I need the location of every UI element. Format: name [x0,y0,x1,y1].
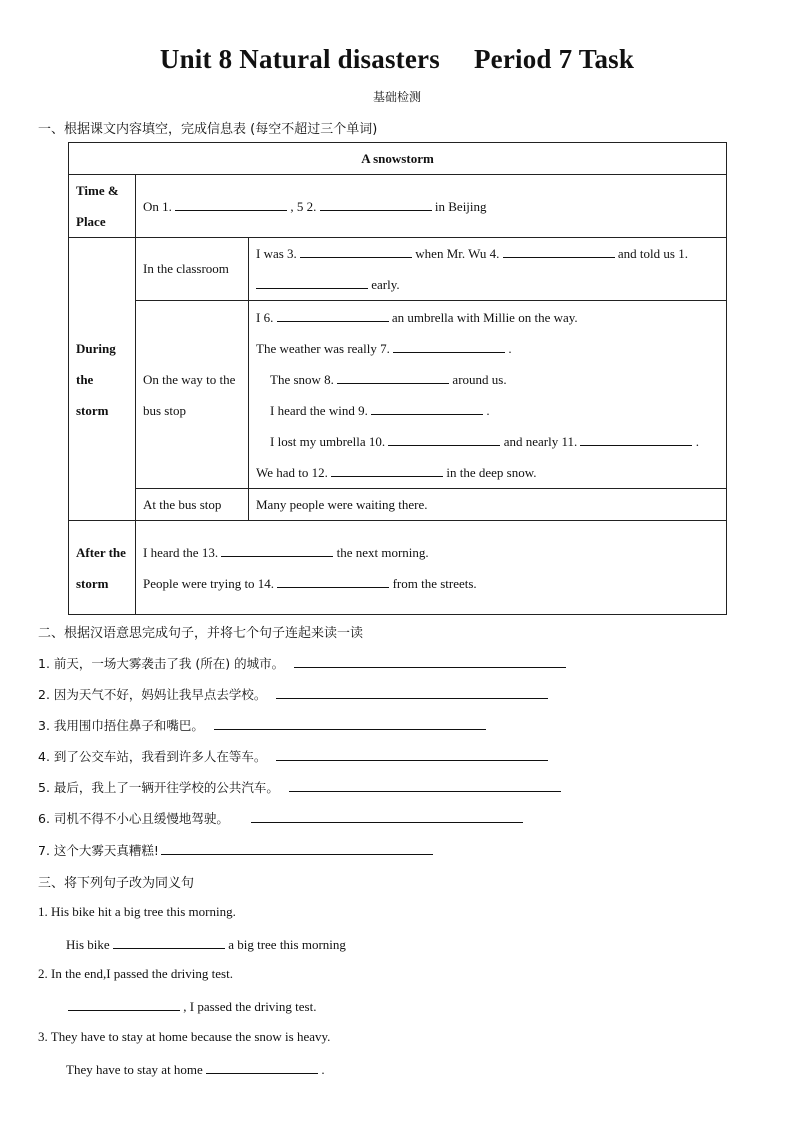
after-line: I heard the 13. the next morning. [143,544,429,560]
page-title [0,44,794,75]
blank-3[interactable] [300,244,412,258]
blank-4[interactable] [503,244,615,258]
blank-10[interactable] [388,432,500,446]
page-subtitle: 基础检测 [372,90,421,104]
rewrite-answer-2: , I passed the driving test. [68,997,316,1015]
rewrite-answer-1: His bike a big tree this morning [66,937,346,952]
way-line: We had to 12. in the deep snow. [256,464,537,480]
table-title: A snowstorm [69,143,727,175]
translation-item: 1. 前天，一场大雾袭击了我 (所在) 的城市。 [38,654,566,672]
blank-9[interactable] [371,401,483,415]
rewrite-question-2: 2. In the end,I passed the driving test. [38,966,233,981]
answer-line[interactable] [276,748,548,761]
title-period: Period 7 Task [473,44,635,74]
way-line: The weather was really 7. . [256,340,512,356]
busstop-label: At the bus stop [136,489,249,521]
classroom-label: In the classroom [136,238,249,301]
time-place-label: Time & Place [69,175,136,238]
blank-1[interactable] [175,197,287,211]
blank-11[interactable] [580,432,692,446]
rewrite-question-3: 3. They have to stay at home because the snow is heavy. [38,1029,331,1044]
after-label: After the storm [69,521,136,615]
after-line: People were trying to 14. from the streets. [143,575,477,591]
answer-line[interactable] [276,686,548,699]
way-text [249,301,727,489]
translation-item: 2. 因为天气不好，妈妈让我早点去学校。 [38,685,548,703]
classroom-text: I was 3. when Mr. Wu 4. and told us 1. early. [249,238,727,301]
section1-heading: 一、根据课文内容填空，完成信息表 (每空不超过三个单词) [38,122,378,137]
blank-2[interactable] [320,197,432,211]
translation-item: 4. 到了公交车站，我看到许多人在等车。 [38,747,548,765]
blank-1b[interactable] [256,275,368,289]
blank-s3-2[interactable] [68,997,180,1011]
rewrite-answer-3: They have to stay at home . [66,1062,325,1077]
answer-line[interactable] [289,779,561,792]
answer-line[interactable] [294,655,566,668]
during-label: During the storm [69,238,136,521]
blank-6[interactable] [277,308,389,322]
way-label: On the way to the bus stop [136,301,249,489]
translation-item: 7. 这个大雾天真糟糕! [38,841,433,859]
blank-12[interactable] [331,463,443,477]
way-line: The snow 8. around us. [270,371,507,387]
answer-line[interactable] [214,717,486,730]
section2-heading: 二、根据汉语意思完成句子，并将七个句子连起来读一读 [38,626,364,641]
after-text [136,521,727,615]
blank-s3-3[interactable] [206,1060,318,1074]
blank-13[interactable] [221,543,333,557]
blank-s3-1[interactable] [113,935,225,949]
title-unit: Unit 8 Natural disasters [159,44,440,74]
blank-14[interactable] [277,574,389,588]
answer-line[interactable] [251,810,523,823]
translation-item: 3. 我用围巾捂住鼻子和嘴巴。 [38,716,486,734]
busstop-text: Many people were waiting there. [249,489,727,521]
answer-line[interactable] [161,842,433,855]
time-place-cell: On 1. , 5 2. in Beijing [136,175,727,238]
translation-item: 6. 司机不得不小心且缓慢地驾驶。 [38,809,523,827]
translation-item: 5. 最后，我上了一辆开往学校的公共汽车。 [38,778,561,796]
way-line: I 6. an umbrella with Millie on the way. [256,309,578,325]
info-table [68,142,727,615]
blank-7[interactable] [393,339,505,353]
section3-heading: 三、将下列句子改为同义句 [38,876,195,891]
blank-8[interactable] [337,370,449,384]
rewrite-question-1: 1. His bike hit a big tree this morning. [38,904,236,919]
way-line: I heard the wind 9. . [270,402,490,418]
way-line: I lost my umbrella 10. and nearly 11. . [270,433,699,449]
